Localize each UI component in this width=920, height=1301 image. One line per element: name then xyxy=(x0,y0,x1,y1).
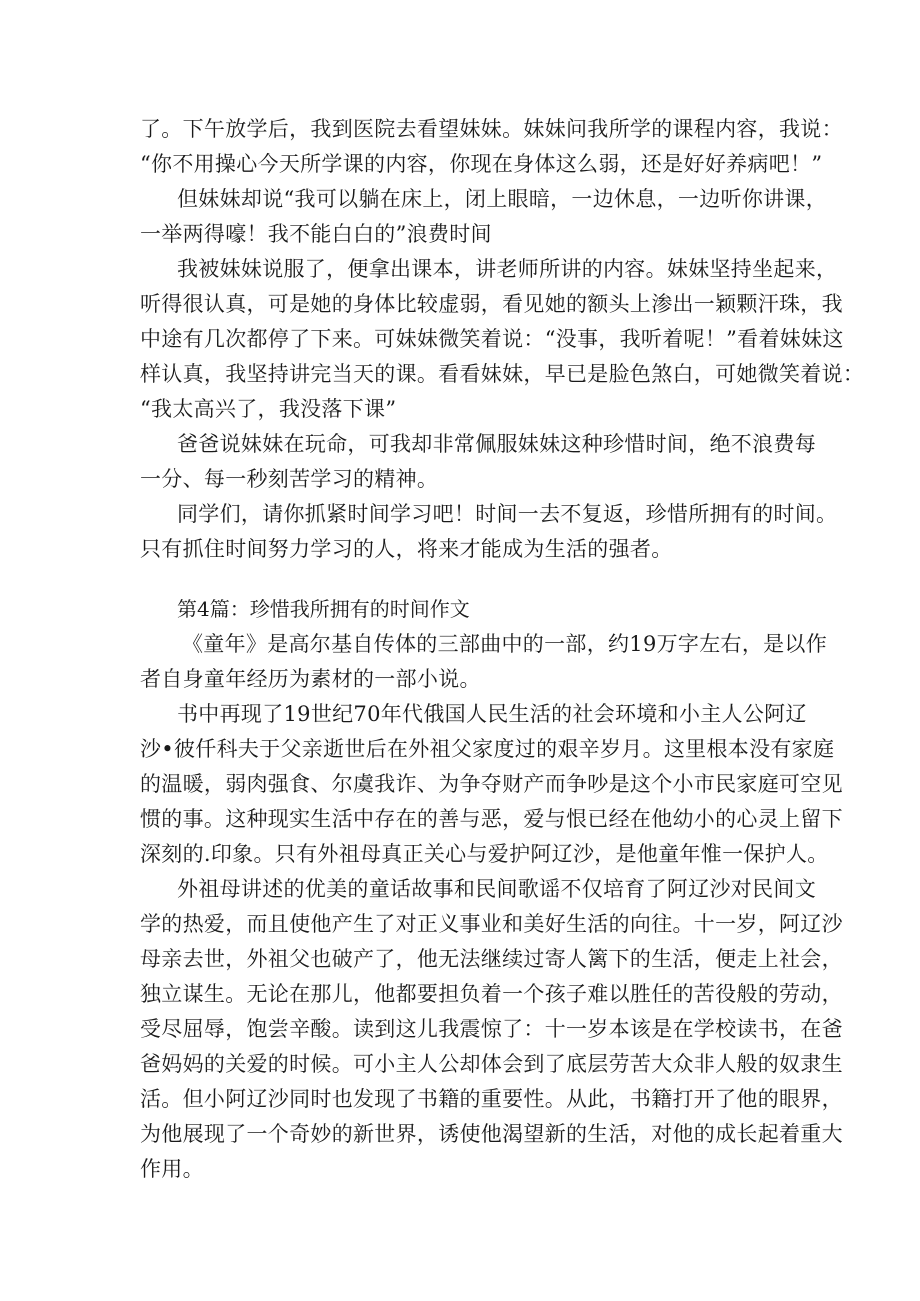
text-line: 沙•彼仟科夫于父亲逝世后在外祖父家度过的艰辛岁月。这里根本没有家庭 xyxy=(140,737,835,761)
text-line: “你不用操心今天所学课的内容，你现在身体这么弱，还是好好养病吧！” xyxy=(140,152,823,176)
text-line: “我太高兴了，我没落下课” xyxy=(140,397,397,421)
document-page xyxy=(140,112,865,1187)
text-line: 样认真，我坚持讲完当天的课。看看妹妹，早已是脸色煞白，可她微笑着说： xyxy=(140,362,865,386)
text-line: 只有抓住时间努力学习的人，将来才能成为生活的强者。 xyxy=(140,537,673,561)
text-line: 了。下午放学后，我到医院去看望妹妹。妹妹问我所学的课程内容，我说： xyxy=(140,117,843,141)
text-line: 书中再现了19世纪70年代俄国人民生活的社会环境和小主人公阿辽 xyxy=(177,702,807,726)
section-spacer xyxy=(140,567,790,592)
text-line: 爸妈妈的关爱的时候。可小主人公却体会到了底层劳苦大众非人般的奴隶生 xyxy=(140,1052,843,1076)
paragraph xyxy=(140,427,816,497)
text-line: 活。但小阿辽沙同时也发现了书籍的重要性。从此，书籍打开了他的眼界， xyxy=(140,1087,843,1111)
text-line: 惯的事。这种现实生活中存在的善与恶，爱与恨已经在他幼小的心灵上留下 xyxy=(140,807,843,831)
text-line: 母亲去世，外祖父也破产了，他无法继续过寄人篱下的生活，便走上社会， xyxy=(140,947,843,971)
text-line: 听得很认真，可是她的身体比较虚弱，看见她的额头上渗出一颖颗汗珠，我 xyxy=(140,292,843,316)
text-line: 为他展现了一个奇妙的新世界，诱使他渴望新的生活，对他的成长起着重大 xyxy=(140,1122,843,1146)
text-line: 深刻的.印象。只有外祖母真正关心与爱护阿辽沙，是他童年惟一保护人。 xyxy=(140,842,829,866)
text-line: 受尽屈辱，饱尝辛酸。读到这儿我震惊了：十一岁本该是在学校读书，在爸 xyxy=(140,1017,843,1041)
text-line: 者自身童年经历为素材的一部小说。 xyxy=(140,667,481,691)
text-line: 一举两得嚎！我不能白白的”浪费时间 xyxy=(140,222,492,246)
text-line: 中途有几次都停了下来。可妹妹微笑着说：“没事，我听着呢！”看着妹妹这 xyxy=(140,327,844,351)
essay-part-1 xyxy=(140,112,865,567)
text-line: 《童年》是高尔基自传体的三部曲中的一部，约19万字左右，是以作 xyxy=(182,632,828,656)
paragraph xyxy=(140,252,865,427)
paragraph xyxy=(140,697,843,872)
text-line: 外祖母讲述的优美的童话故事和民间歌谣不仅培育了阿辽沙对民间文 xyxy=(177,877,816,901)
text-line: 我被妹妹说服了，便拿出课本，讲老师所讲的内容。妹妹坚持坐起来， xyxy=(177,257,838,281)
paragraph xyxy=(140,627,828,697)
text-line: 学的热爱，而且使他产生了对正义事业和美好生活的向往。十一岁，阿辽沙 xyxy=(140,912,843,936)
text-line: 作用。 xyxy=(140,1157,204,1181)
text-line: 但妹妹却说“我可以躺在床上，闭上眼暗，一边休息，一边听你讲课， xyxy=(177,187,828,211)
text-line: 爸爸说妹妹在玩命，可我却非常佩服妹妹这种珍惜时间，绝不浪费每 xyxy=(177,432,816,456)
paragraph xyxy=(140,112,843,182)
text-line: 同学们，请你抓紧时间学习吧！时间一去不复返，珍惜所拥有的时间。 xyxy=(177,502,838,526)
paragraph xyxy=(140,182,828,252)
paragraph xyxy=(140,872,843,1187)
text-line: 一分、每一秒刻苦学习的精神。 xyxy=(140,467,439,491)
text-line: 独立谋生。无论在那儿，他都要担负着一个孩子难以胜任的苦役般的劳动， xyxy=(140,982,843,1006)
paragraph xyxy=(140,497,838,567)
section-heading: 第4篇：珍惜我所拥有的时间作文 xyxy=(177,597,470,621)
text-line: 的温暖，弱肉强食、尔虞我诈、为争夺财产而争吵是这个小市民家庭可空见 xyxy=(140,772,843,796)
essay-part-2 xyxy=(140,592,843,1187)
